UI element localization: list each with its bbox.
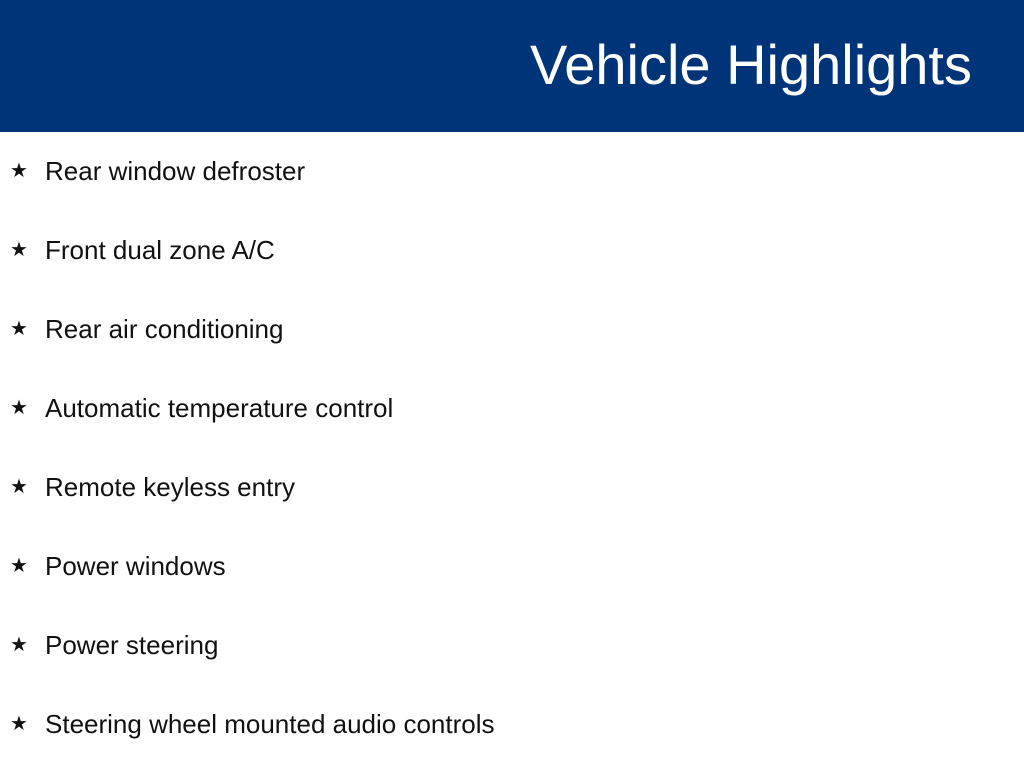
feature-label: Steering wheel mounted audio controls <box>45 709 495 739</box>
star-icon: ★ <box>10 160 28 182</box>
star-icon: ★ <box>10 634 28 656</box>
star-icon: ★ <box>10 318 28 340</box>
star-icon: ★ <box>10 555 28 577</box>
star-icon: ★ <box>10 713 28 735</box>
star-icon: ★ <box>10 239 28 261</box>
feature-label: Remote keyless entry <box>45 472 295 502</box>
title-banner <box>0 0 1024 132</box>
feature-label: Power steering <box>45 630 219 660</box>
star-icon: ★ <box>10 476 28 498</box>
star-icon: ★ <box>10 397 28 419</box>
feature-label: Front dual zone A/C <box>45 235 275 265</box>
feature-label: Automatic temperature control <box>45 393 394 423</box>
feature-label: Rear air conditioning <box>45 314 284 344</box>
feature-label: Rear window defroster <box>45 156 306 186</box>
page-title: Vehicle Highlights <box>529 33 972 96</box>
feature-label: Power windows <box>45 551 226 581</box>
